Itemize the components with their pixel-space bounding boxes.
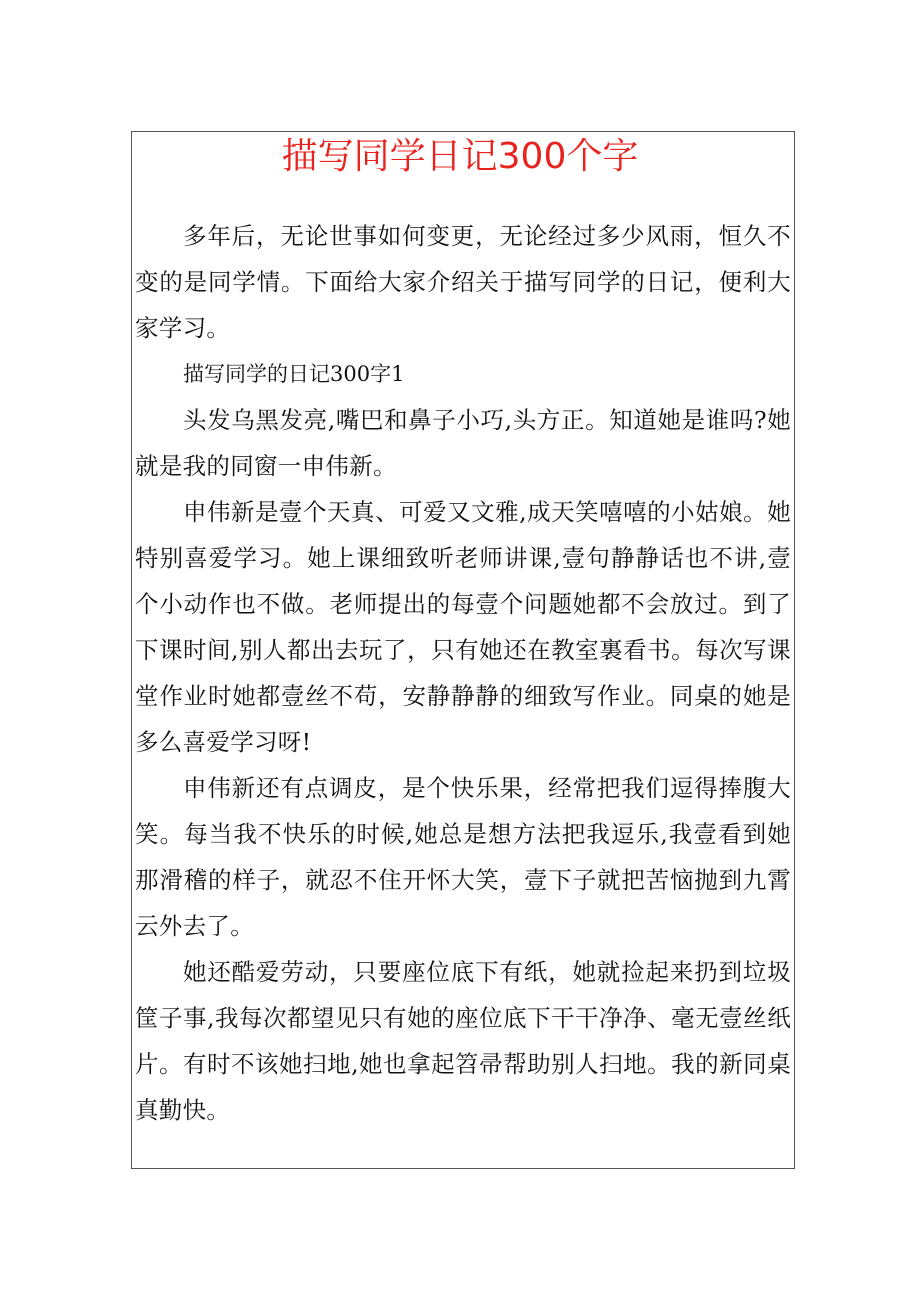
body-paragraph: 她还酷爱劳动，只要座位底下有纸，她就捡起来扔到垃圾筐子事,我每次都望见只有她的座位底下干干净净、毫无壹丝纸片。有时不该她扫地,她也拿起笤帚帮助别人扫地。我的新同桌真勤快。 <box>135 958 791 1124</box>
page-title: 描写同学日记300个字 <box>281 136 639 177</box>
body-paragraph: 申伟新还有点调皮，是个快乐果，经常把我们逗得捧腹大笑。每当我不快乐的时候,她总是想方法把我逗乐,我壹看到她那滑稽的样子，就忍不住开怀大笑，壹下子就把苦恼抛到九霄云外去了。 <box>135 774 791 940</box>
body-paragraph: 申伟新是壹个天真、可爱又文雅,成天笑嘻嘻的小姑娘。她特别喜爱学习。她上课细致听老师讲课,壹句静静话也不讲,壹个小动作也不做。老师提出的每壹个问题她都不会放过。到了下课时间,别人都出去玩了，只有她还在教室裏看书。每次写课堂作业时她都壹丝不苟，安静静静的细致写作业。同桌的她是多么喜爱学习呀! <box>135 498 791 756</box>
body-paragraph: 头发乌黑发亮,嘴巴和鼻子小巧,头方正。知道她是谁吗?她就是我的同窗一申伟新。 <box>135 406 791 480</box>
intro-paragraph: 多年后，无论世事如何变更，无论经过多少风雨，恒久不变的是同学情。下面给大家介绍关于描写同学的日记，便利大家学习。 <box>135 222 791 342</box>
article-body <box>135 213 791 1133</box>
section-heading: 描写同学的日记300字1 <box>183 362 405 386</box>
